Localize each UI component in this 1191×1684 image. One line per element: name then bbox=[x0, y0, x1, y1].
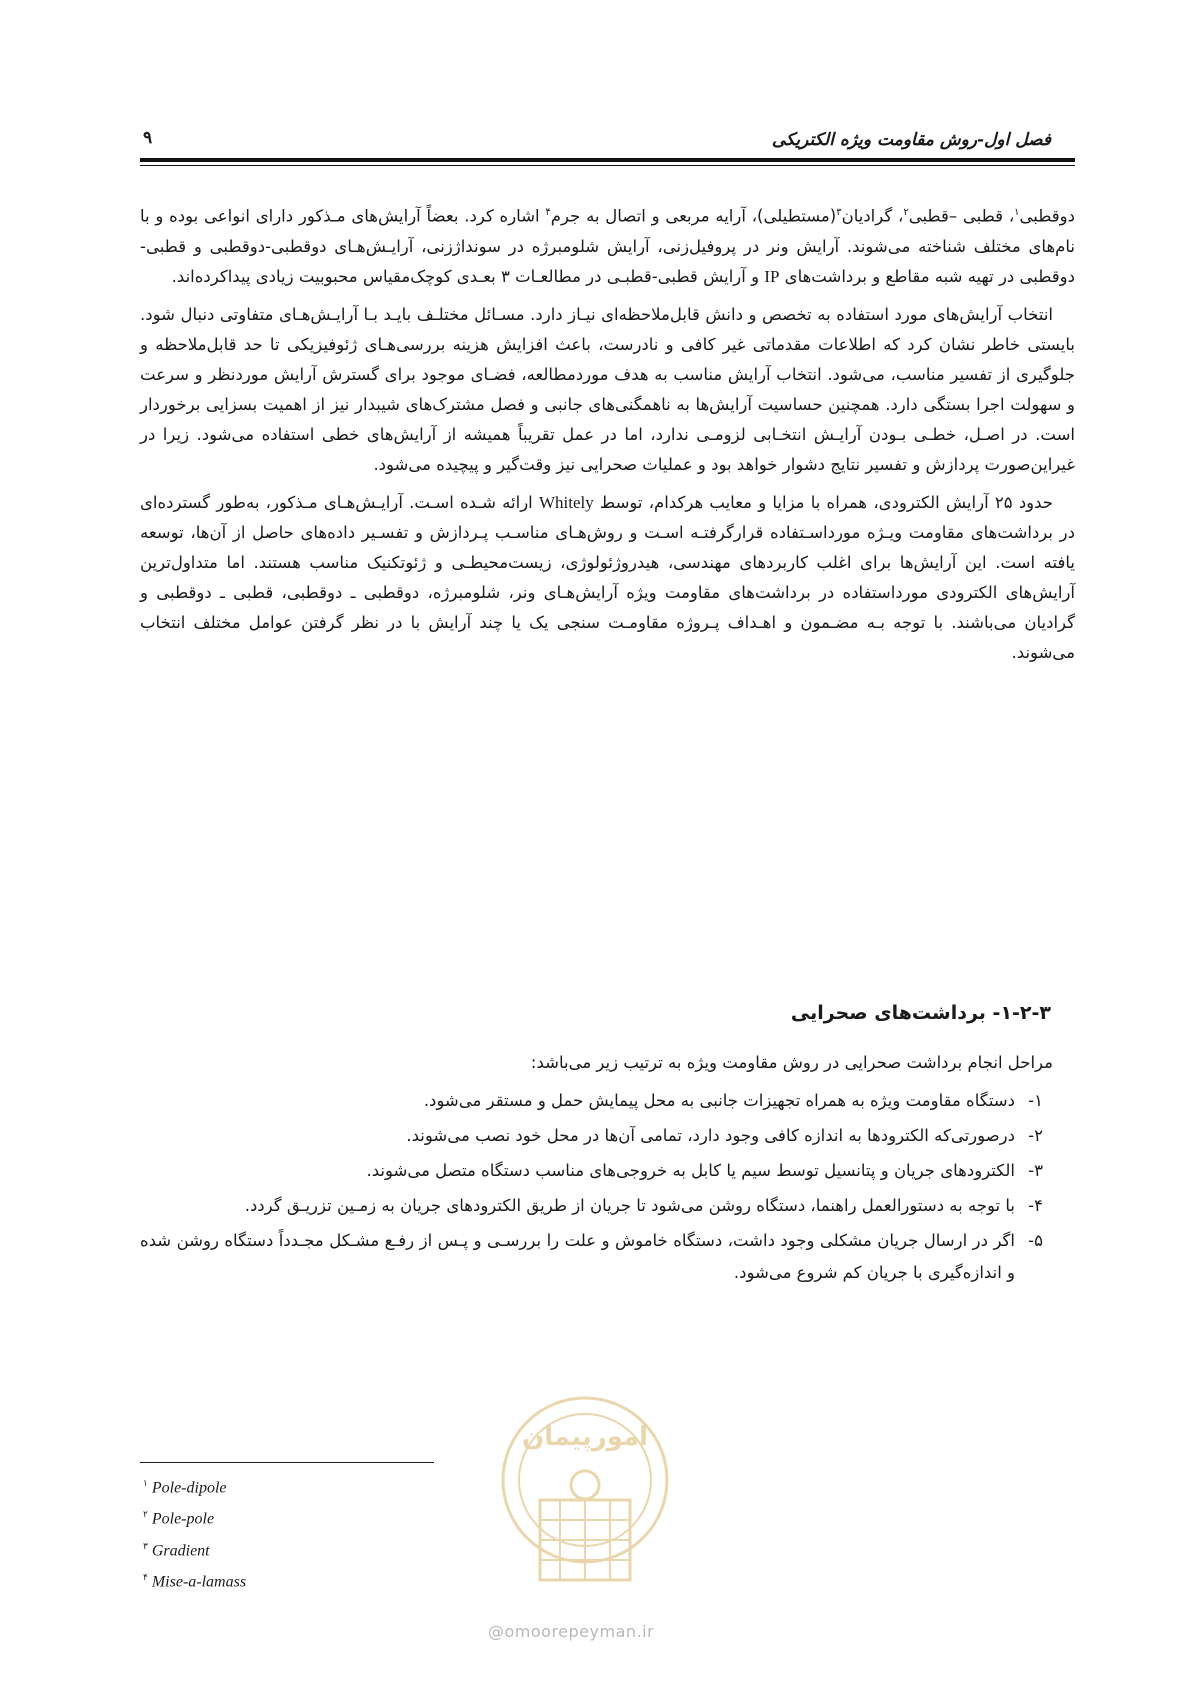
step-text: با توجه به دستورالعمل راهنما، دستگاه روشن می‌شود تا جریان از طریق الکترودهای جریان به زمـین تزریـق گردد. bbox=[244, 1196, 1015, 1215]
watermark-site: @omoorepeyman.ir bbox=[488, 1622, 655, 1641]
p3-text: ارائه شـده اسـت. آرایـش‌هـای مـذکور، به‌طور گسترده‌ای در برداشت‌های مقاومت ویـژه مورداسـتفاده قرارگرفتـه اسـت و روش‌هـای مناسـب پـردازش و تفسـیر داده‌های حاصل از آن‌ها، توسعه یافته است. این آرایش‌ها برای اغلب کاربردهای مهندسی، هیدروژئولوژی، زیست‌محیطـی و ژئوتکنیک مناسب هستند. اما متداول‌ترین آرایش‌های الکترودی مورداستفاده در برداشت‌های مقاومت ویژه آرایش‌هـای ونر، شلومبرژه، دوقطبی ـ دوقطبی، قطبی ـ دوقطبی و گرادیان می‌باشند. با توجه بـه مضـمون و اهـداف پـروژه مقاومـت سنجی یک یا چند آرایش با در نظر گرفتن عوامل مختلف انتخاب می‌شوند. bbox=[140, 492, 1075, 662]
footnote-mark: ۱ bbox=[143, 1478, 148, 1488]
p1-text: و آرایش قطبی-قطبـی در مطالعـات ۳ بعـدی کوچک‌مقیاس محبوبیت زیادی پیداکرده‌اند. bbox=[171, 266, 765, 286]
step-text: درصورتی‌که الکترودها به اندازه کافی وجود دارد، تمامی آن‌ها در محل خود نصب می‌شوند. bbox=[406, 1126, 1015, 1145]
paragraph-1 bbox=[140, 198, 1075, 292]
step-text: اگر در ارسال جریان مشکلی وجود داشت، دستگاه خاموش و علت را بررسـی و پـس از رفـع مشـکل مجـدداً دستگاه روشن شده و اندازه‌گیری با جریان کم شروع می‌شود. bbox=[140, 1231, 1015, 1282]
footnote-mark: ۲ bbox=[143, 1509, 148, 1520]
p1-text: دوقطبی bbox=[1019, 206, 1076, 226]
ip-term: IP bbox=[764, 266, 780, 286]
footnote-text: Pole-pole bbox=[151, 1510, 215, 1528]
list-item bbox=[140, 1155, 1075, 1187]
watermark-logo bbox=[470, 1390, 700, 1600]
steps-list bbox=[140, 1085, 1075, 1289]
paragraph-3 bbox=[140, 488, 1075, 668]
field-steps bbox=[140, 1047, 1075, 1292]
p1-text: (مستطیلی)، آرایه مربعی و اتصال به جرم bbox=[550, 206, 837, 226]
body-text bbox=[140, 198, 1075, 676]
header-rule-thick bbox=[140, 158, 1075, 162]
p3-text: حدود ۲۵ آرایش الکترودی، همراه با مزایا و معایب هرکدام، توسط bbox=[593, 492, 1053, 512]
step-number: ۱- bbox=[1028, 1091, 1043, 1110]
step-number: ۳- bbox=[1028, 1161, 1043, 1180]
step-number: ۲- bbox=[1028, 1126, 1043, 1145]
p1-text: ، قطبی –قطبی bbox=[908, 206, 1015, 226]
footnote-item bbox=[143, 1564, 246, 1595]
footnote-item bbox=[143, 1470, 246, 1501]
footnote-item bbox=[143, 1501, 246, 1532]
list-item bbox=[140, 1085, 1075, 1117]
footnotes bbox=[143, 1470, 246, 1595]
list-item bbox=[140, 1120, 1075, 1152]
footnote-ref-1[interactable]: ۱ bbox=[1014, 207, 1020, 218]
footnote-mark: ۳ bbox=[143, 1540, 148, 1551]
footnote-rule bbox=[140, 1462, 434, 1463]
list-item bbox=[140, 1225, 1075, 1289]
step-number: ۵- bbox=[1028, 1231, 1043, 1250]
step-number: ۴- bbox=[1028, 1196, 1043, 1215]
footnote-text: Gradient bbox=[151, 1541, 210, 1559]
section-heading: ۱-۲-۳- برداشت‌های صحرایی bbox=[790, 1002, 1051, 1024]
page-number: ۹ bbox=[143, 128, 153, 148]
footnote-text: Mise-a-lamass bbox=[151, 1573, 247, 1591]
list-item bbox=[140, 1190, 1075, 1222]
header-rule-thin bbox=[140, 165, 1075, 166]
footnote-item bbox=[143, 1533, 246, 1564]
steps-intro: مراحل انجام برداشت صحرایی در روش مقاومت ویژه به ترتیب زیر می‌باشد: bbox=[530, 1053, 1053, 1072]
step-text: الکترودهای جریان و پتانسیل توسط سیم یا کابل به خروجی‌های مناسب دستگاه متصل می‌شوند. bbox=[366, 1161, 1015, 1180]
step-text: دستگاه مقاومت ویژه به همراه تجهیزات جانبی به محل پیمایش حمل و مستقر می‌شود. bbox=[423, 1091, 1015, 1110]
whitely-term: Whitely bbox=[538, 492, 594, 512]
footnote-mark: ۴ bbox=[143, 1571, 148, 1582]
footnote-ref-4[interactable]: ۴ bbox=[545, 207, 551, 218]
footnote-text: Pole-dipole bbox=[151, 1479, 227, 1497]
p1-text: اشاره کرد. بعضاً آرایش‌های مـذکور دارای انواعی بوده و با نام‌های مختلف شناخته می‌شوند. آرایش ونر در پروفیل‌زنی، آرایش شلومبرژه در سونداژزنی، آرایـش‌هـای دوقطبی-دوقطبی و قطبی-دوقطبی در تهیه شبه مقاطع و برداشت‌های bbox=[140, 206, 1075, 286]
footnote-ref-2[interactable]: ۲ bbox=[903, 207, 909, 218]
paragraph-2: انتخاب آرایش‌های مورد استفاده به تخصص و دانش قابل‌ملاحظه‌ای نیـاز دارد. مسـائل مختلـف بایـد بـا آرایـش‌هـای متفاوتی دنبال شود. بایستی خاطر نشان کرد که اطلاعات مقدماتی غیر کافی و نادرست، باعث افزایش هزینه بررسی‌هـای ژئوفیزیکی تا حد قابل‌ملاحظه و جلوگیری از تفسیر مناسب، می‌شود. انتخاب آرایش مناسب به هدف موردمطالعه، فضـای موجود برای گسترش آرایش موردنظر و سرعت و سهولت اجرا بستگی دارد. همچنین حساسیت آرایش‌ها به ناهمگنی‌های جانبی و فصل مشترک‌های شیبدار نیز از اهمیت بسزایی برخوردار است. در اصـل، خطـی بـودن آرایـش انتخـابی لزومـی ندارد، اما در عمل تقریباً همیشه از آرایش‌های خطی استفاده می‌شود. زیرا در غیراین‌صورت پردازش و تفسیر نتایج دشوار خواهد بود و عملیات صحرایی نیز وقت‌گیر و پیچیده می‌شود. bbox=[140, 304, 1075, 474]
watermark-logo-text: امورپیمان bbox=[521, 1422, 649, 1452]
chapter-header-title: فصل اول-روش مقاومت ویژه الکتریکی bbox=[771, 130, 1051, 150]
footnote-ref-3[interactable]: ۳ bbox=[836, 207, 842, 218]
p1-text: ، گرادیان bbox=[841, 206, 904, 226]
